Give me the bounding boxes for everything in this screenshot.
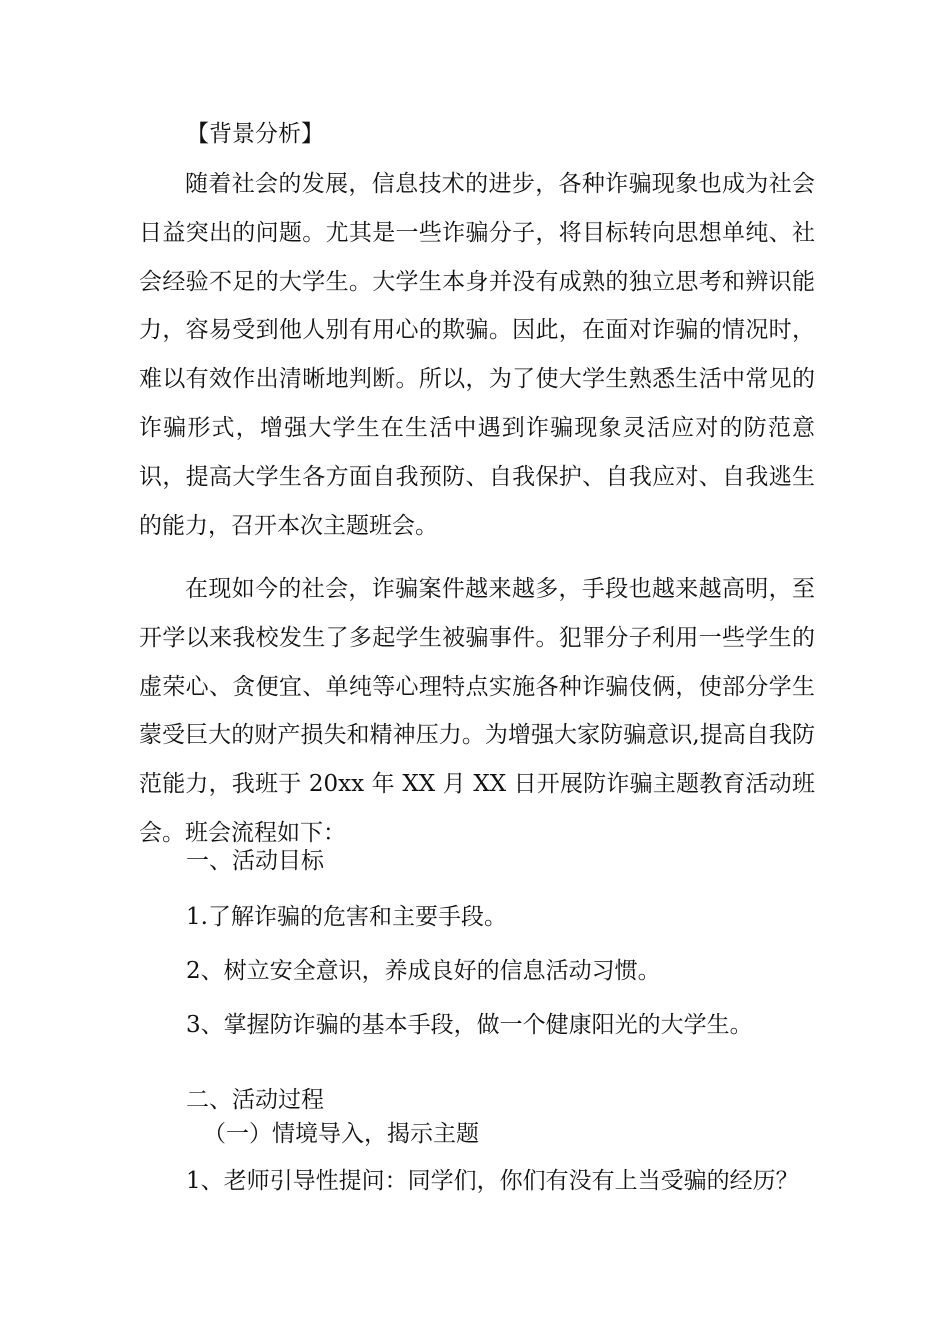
goal-item-2: 2、树立安全意识，养成良好的信息活动习惯。	[186, 958, 661, 984]
context-paragraph: 在现如今的社会，诈骗案件越来越多，手段也越来越高明，至开学以来我校发生了多起学生被骗事件。犯罪分子利用一些学生的虚荣心、贪便宜、单纯等心理特点实施各种诈骗伎俩，使部分学生蒙受巨大的财产损失和精神压力。为增强大家防骗意识,提高自我防范能力，我班于 20xx 年 XX 月 XX 日开展防诈骗主题教育活动班会。班会流程如下：	[139, 576, 815, 846]
goal-item-3: 3、掌握防诈骗的基本手段，做一个健康阳光的大学生。	[186, 1012, 753, 1038]
goal-item-1: 1.了解诈骗的危害和主要手段。	[186, 904, 507, 930]
background-analysis-heading: 【背景分析】	[186, 121, 324, 147]
section-activity-process-title: 二、活动过程	[186, 1087, 324, 1113]
process-step-1: 1、老师引导性提问：同学们，你们有没有上当受骗的经历？	[186, 1168, 799, 1194]
section-activity-goals-title: 一、活动目标	[186, 848, 324, 874]
background-paragraph: 随着社会的发展，信息技术的进步，各种诈骗现象也成为社会日益突出的问题。尤其是一些诈骗分子，将目标转向思想单纯、社会经验不足的大学生。大学生本身并没有成熟的独立思考和辨识能力，容易受到他人别有用心的欺骗。因此，在面对诈骗的情况时，难以有效作出清晰地判断。所以，为了使大学生熟悉生活中常见的诈骗形式，增强大学生在生活中遇到诈骗现象灵活应对的防范意识，提高大学生各方面自我预防、自我保护、自我应对、自我逃生的能力，召开本次主题班会。	[139, 171, 815, 539]
subsection-scenario-intro-title: （一）情境导入，揭示主题	[203, 1121, 479, 1147]
